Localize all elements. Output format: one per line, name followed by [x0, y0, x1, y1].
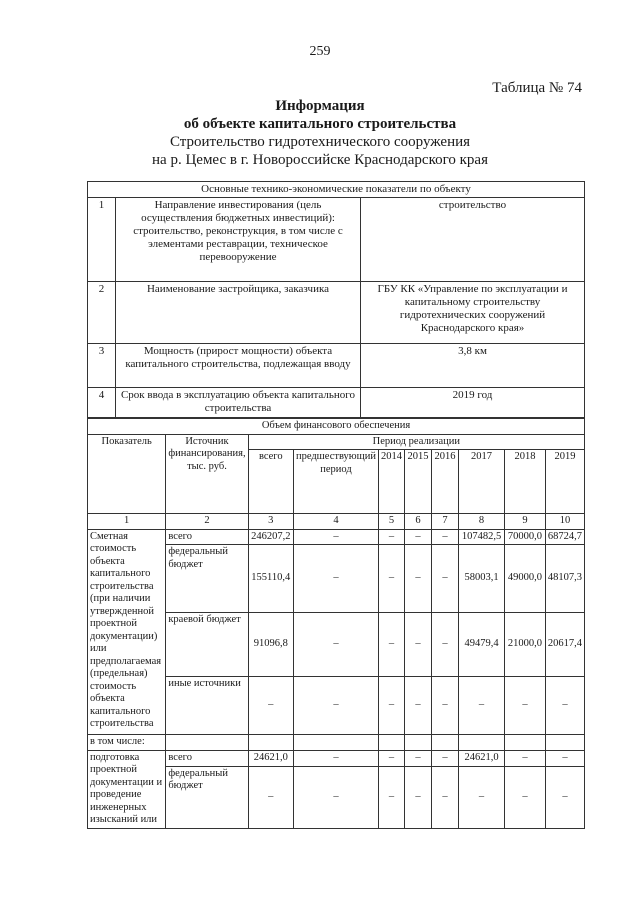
row-value: 2019 год [361, 388, 585, 418]
source-cell: краевой бюджет [166, 613, 248, 677]
value-cell: – [248, 677, 293, 735]
heading-line-2: об объекте капитального строительства [183, 116, 457, 132]
col-number: 3 [248, 514, 293, 530]
value-cell: – [545, 766, 584, 828]
source-cell: иные источники [166, 677, 248, 735]
value-cell: – [378, 750, 404, 766]
col-number: 10 [545, 514, 584, 530]
col-number: 7 [431, 514, 458, 530]
row-label: Направление инвестирования (цель осуществления бюджетных инвестиций): строительство, реконструкция, в том числе с элементами реставрации, техническое перевооружение [116, 198, 361, 282]
row-number: 3 [88, 344, 116, 388]
value-cell: 21000,0 [505, 613, 546, 677]
row-value: 3,8 км [361, 344, 585, 388]
value-cell: – [459, 677, 505, 735]
col-year: 2018 [505, 450, 546, 514]
value-cell: – [378, 766, 404, 828]
value-cell: 48107,3 [545, 545, 584, 613]
col-year: 2015 [404, 450, 431, 514]
col-number: 2 [166, 514, 248, 530]
col-number: 1 [88, 514, 166, 530]
value-cell: – [431, 766, 458, 828]
value-cell: 155110,4 [248, 545, 293, 613]
value-cell: – [293, 750, 378, 766]
value-cell: 107482,5 [459, 529, 505, 545]
source-cell: всего [166, 529, 248, 545]
value-cell: 246207,2 [248, 529, 293, 545]
row-label: Мощность (прирост мощности) объекта капитального строительства, подлежащая вводу [116, 344, 361, 388]
value-cell: 20617,4 [545, 613, 584, 677]
value-cell: – [248, 766, 293, 828]
value-cell: 49479,4 [459, 613, 505, 677]
table-row [88, 388, 585, 418]
page-number: 259 [309, 44, 331, 59]
col-year: 2014 [378, 450, 404, 514]
table-row [88, 198, 585, 282]
value-cell: – [431, 545, 458, 613]
value-cell: – [293, 766, 378, 828]
table-label: Таблица № 74 [492, 80, 582, 96]
value-cell: – [431, 613, 458, 677]
value-cell: 91096,8 [248, 613, 293, 677]
indicators-header: Основные технико-экономические показатели по объекту [88, 182, 585, 198]
group1-label: Сметная стоимость объекта капитального строительства (при наличии утвержденной проектной документации) или предполагаемая (предельная) стоимость объекта капитального строительства [88, 529, 166, 735]
col-number: 5 [378, 514, 404, 530]
col-number: 6 [404, 514, 431, 530]
value-cell: – [431, 677, 458, 735]
row-number: 4 [88, 388, 116, 418]
value-cell: – [505, 750, 546, 766]
indicators-table [87, 181, 585, 418]
value-cell: – [404, 677, 431, 735]
value-cell: – [378, 529, 404, 545]
table-row [88, 735, 585, 751]
col-year: 2016 [431, 450, 458, 514]
value-cell: – [404, 529, 431, 545]
value-cell: – [431, 750, 458, 766]
value-cell: 49000,0 [505, 545, 546, 613]
value-cell: – [378, 613, 404, 677]
value-cell: – [404, 545, 431, 613]
row-value: строительство [361, 198, 585, 282]
value-cell: – [378, 545, 404, 613]
value-cell: – [378, 677, 404, 735]
value-cell: 58003,1 [459, 545, 505, 613]
finance-header: Объем финансового обеспечения [88, 419, 585, 435]
value-cell: – [505, 677, 546, 735]
value-cell: – [545, 750, 584, 766]
col-prev: предшествующий период [293, 450, 378, 514]
row-label: Наименование застройщика, заказчика [116, 282, 361, 344]
in-that-label: в том числе: [88, 735, 166, 751]
col-period: Период реализации [248, 434, 584, 450]
heading-line-4: на р. Цемес в г. Новороссийске Краснодарского края [152, 152, 488, 168]
value-cell: 70000,0 [505, 529, 546, 545]
value-cell: – [505, 766, 546, 828]
row-value: ГБУ КК «Управление по эксплуатации и капитальному строительству гидротехнических сооружений Краснодарского края» [361, 282, 585, 344]
col-total: всего [248, 450, 293, 514]
table-row [88, 344, 585, 388]
table-row [88, 282, 585, 344]
col-number: 8 [459, 514, 505, 530]
value-cell: – [545, 677, 584, 735]
document-heading [0, 97, 640, 169]
row-number: 2 [88, 282, 116, 344]
row-number: 1 [88, 198, 116, 282]
group2-label: подготовка проектной документации и проведение инженерных изысканий или [88, 750, 166, 828]
table-row [88, 529, 585, 545]
col-indicator: Показатель [88, 434, 166, 514]
col-year: 2019 [545, 450, 584, 514]
source-cell: федеральный бюджет [166, 545, 248, 613]
heading-line-3: Строительство гидротехнического сооружения [169, 134, 471, 150]
value-cell: 68724,7 [545, 529, 584, 545]
table-row [88, 750, 585, 766]
source-cell: всего [166, 750, 248, 766]
value-cell: – [404, 750, 431, 766]
value-cell: – [431, 529, 458, 545]
value-cell: 24621,0 [248, 750, 293, 766]
col-year: 2017 [459, 450, 505, 514]
source-cell: федеральный бюджет [166, 766, 248, 828]
value-cell: – [404, 766, 431, 828]
value-cell: – [459, 766, 505, 828]
value-cell: 24621,0 [459, 750, 505, 766]
value-cell: – [404, 613, 431, 677]
finance-table [87, 418, 585, 829]
value-cell: – [293, 677, 378, 735]
col-number: 4 [293, 514, 378, 530]
value-cell: – [293, 545, 378, 613]
row-label: Срок ввода в эксплуатацию объекта капитального строительства [116, 388, 361, 418]
heading-line-1: Информация [275, 98, 365, 114]
col-number: 9 [505, 514, 546, 530]
value-cell: – [293, 613, 378, 677]
col-source: Источник финансирования, тыс. руб. [166, 434, 248, 514]
value-cell: – [293, 529, 378, 545]
